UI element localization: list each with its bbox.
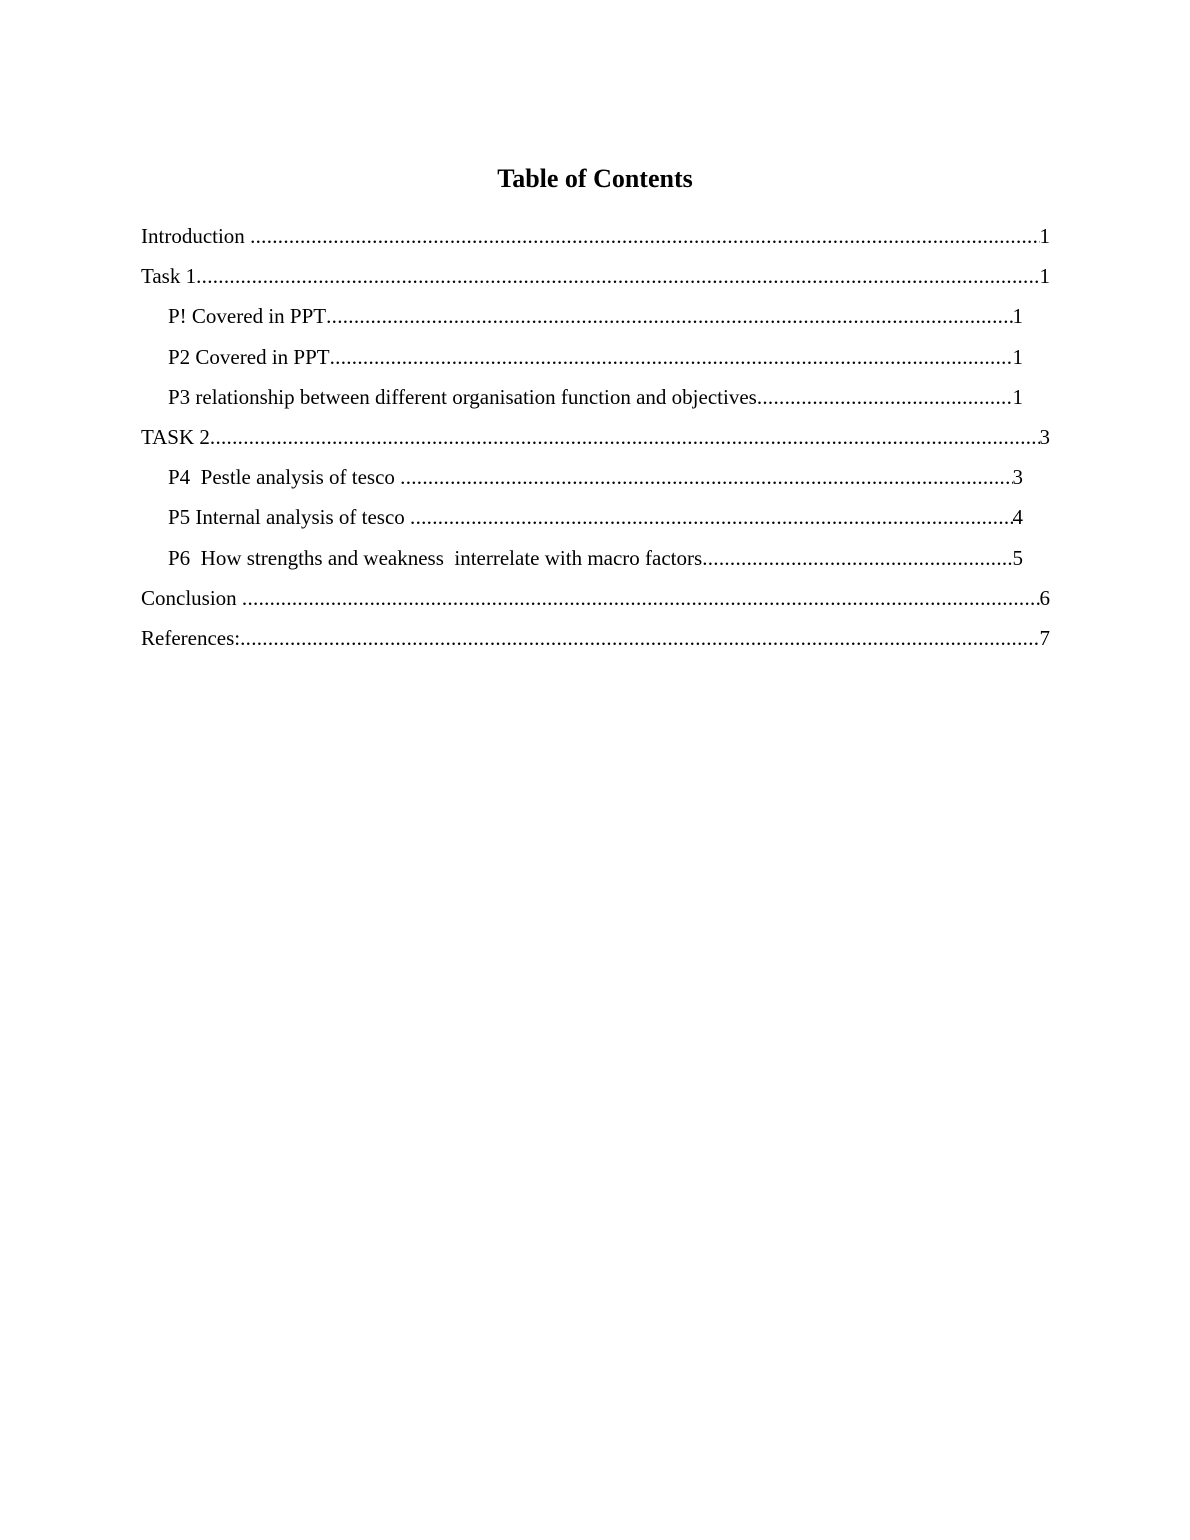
toc-entry-label: P3 relationship between different organisation function and objectives bbox=[168, 384, 757, 409]
dot-leader bbox=[196, 256, 1039, 296]
toc-entry-label: P5 Internal analysis of tesco bbox=[168, 505, 411, 530]
toc-entry-label: Conclusion bbox=[141, 585, 242, 610]
toc-entry-page-number: 4 bbox=[1012, 505, 1023, 530]
dot-leader bbox=[757, 377, 1013, 417]
toc-entry-page-number: 1 bbox=[1039, 264, 1050, 289]
toc-entry-label: References: bbox=[141, 625, 241, 650]
dot-leader bbox=[242, 578, 1040, 618]
toc-entry-label: P! Covered in PPT bbox=[168, 304, 327, 329]
dot-leader bbox=[250, 216, 1039, 256]
toc-entry-label: P6 How strengths and weakness interrelate with macro factors bbox=[168, 545, 703, 570]
toc-entry-label: Task 1 bbox=[141, 264, 197, 289]
toc-entry-p1[interactable] bbox=[0, 296, 1190, 336]
toc-entry-page-number: 1 bbox=[1039, 224, 1050, 248]
toc-entry-references[interactable] bbox=[0, 618, 1190, 658]
toc-entry-label: TASK 2 bbox=[141, 424, 210, 449]
toc-entry-p2[interactable] bbox=[0, 337, 1190, 377]
toc-entry-page-number: 1 bbox=[1012, 384, 1023, 409]
toc-entry-label: Introduction bbox=[141, 224, 251, 248]
toc-entry-page-number: 1 bbox=[1012, 344, 1023, 369]
dot-leader bbox=[400, 457, 1012, 497]
toc-entry-label: P2 Covered in PPT bbox=[168, 344, 330, 369]
toc-title: Table of Contents bbox=[497, 164, 693, 193]
toc-entry-label: P4 Pestle analysis of tesco bbox=[168, 465, 401, 490]
toc-entry-page-number: 5 bbox=[1012, 545, 1023, 570]
toc-entry-page-number: 3 bbox=[1012, 465, 1023, 490]
toc-entry-page-number: 7 bbox=[1039, 625, 1050, 650]
toc-entry-p4[interactable] bbox=[0, 457, 1190, 497]
dot-leader bbox=[210, 417, 1040, 457]
toc-entry-task-2[interactable] bbox=[0, 417, 1190, 457]
dot-leader bbox=[240, 618, 1039, 658]
toc-entry-introduction[interactable] bbox=[0, 216, 1190, 256]
toc-entry-conclusion[interactable] bbox=[0, 578, 1190, 618]
toc-entry-p6[interactable] bbox=[0, 538, 1190, 578]
toc-entry-p3[interactable] bbox=[0, 377, 1190, 417]
toc-entry-task-1[interactable] bbox=[0, 256, 1190, 296]
dot-leader bbox=[410, 497, 1012, 537]
toc-entry-page-number: 3 bbox=[1039, 424, 1050, 449]
toc-entry-page-number: 6 bbox=[1039, 585, 1050, 610]
toc-list bbox=[0, 216, 1190, 658]
dot-leader bbox=[702, 538, 1012, 578]
dot-leader bbox=[326, 296, 1012, 336]
dot-leader bbox=[330, 337, 1013, 377]
toc-entry-page-number: 1 bbox=[1012, 304, 1023, 329]
toc-entry-p5[interactable] bbox=[0, 497, 1190, 537]
